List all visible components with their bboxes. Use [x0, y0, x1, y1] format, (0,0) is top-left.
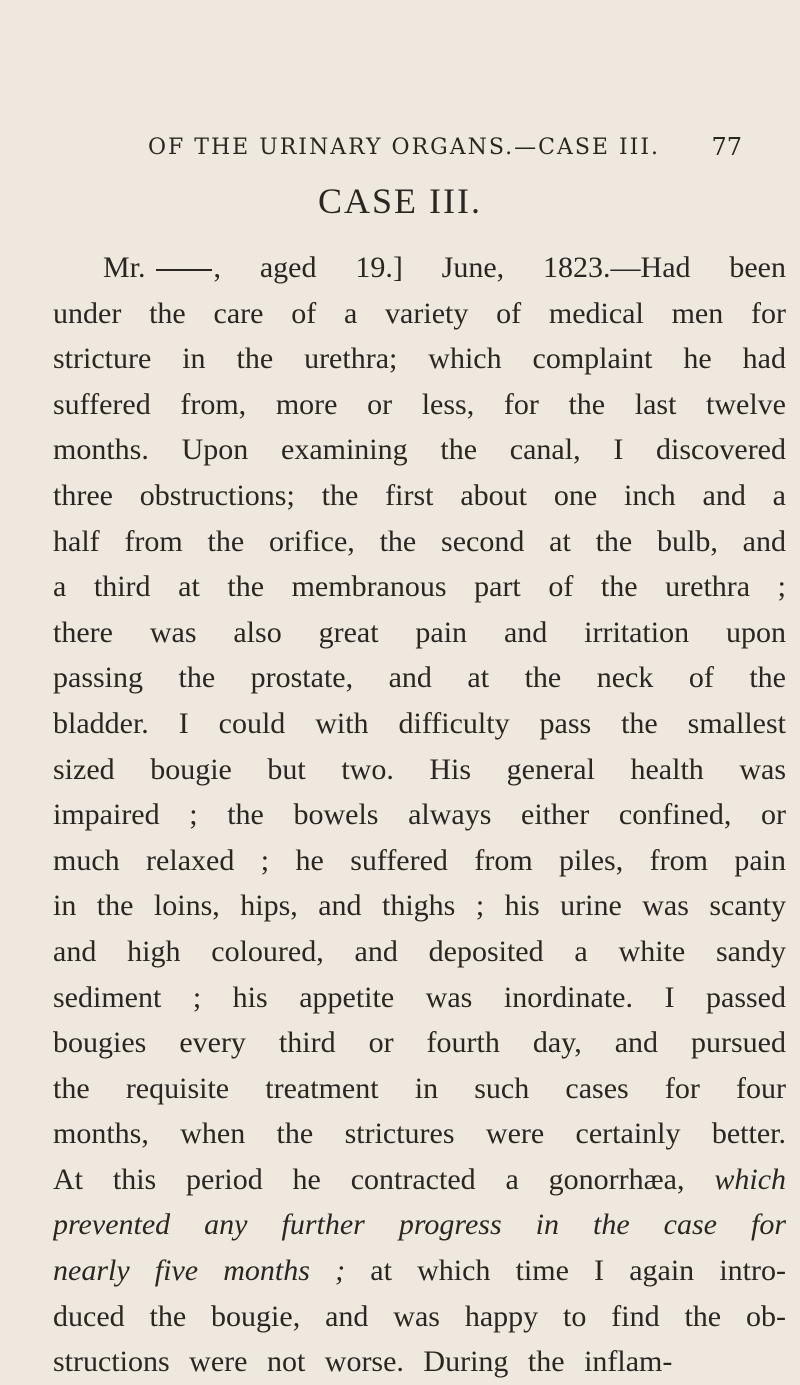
- text-line: and high coloured, and deposited a white sandy: [53, 934, 786, 968]
- name-omitted-rule: [156, 269, 212, 271]
- text-line: [53, 1202, 786, 1248]
- text-line: much relaxed ; he suffered from piles, from pain: [53, 843, 786, 877]
- text-line: a third at the membranous part of the urethra ;: [53, 570, 786, 604]
- text-line: stricture in the urethra; which complaint he had: [53, 342, 786, 376]
- text-line: months, when the strictures were certainly better.: [53, 1117, 786, 1151]
- text-line: [53, 1248, 786, 1294]
- case-heading: CASE III.: [318, 181, 482, 221]
- text-line: suffered from, more or less, for the last twelve: [53, 387, 786, 421]
- text-line: [53, 1157, 786, 1203]
- text-line: bougies every third or fourth day, and pursued: [53, 1026, 786, 1060]
- text-line: under the care of a variety of medical men for: [53, 296, 786, 330]
- text-line: half from the orifice, the second at the bulb, and: [53, 524, 786, 558]
- text-line: in the loins, hips, and thighs ; his urine was scanty: [53, 889, 786, 923]
- text-line: bladder. I could with difficulty pass the smallest: [53, 706, 786, 740]
- text-line: sediment ; his appetite was inordinate. I passed: [53, 980, 786, 1014]
- text-line: passing the prostate, and at the neck of the: [53, 661, 786, 695]
- text-line: months. Upon examining the canal, I discovered: [53, 433, 786, 467]
- text-line: [53, 245, 786, 291]
- text-line: duced the bougie, and was happy to find the ob-: [53, 1299, 786, 1333]
- body-paragraph: [53, 245, 786, 1385]
- italic-text-segment: prevented any further progress in the case for: [53, 1208, 786, 1242]
- text-line: there was also great pain and irritation upon: [53, 615, 786, 649]
- text-line: three obstructions; the first about one inch and a: [53, 478, 786, 512]
- text-line: structions were not worse. During the inflam-: [53, 1345, 673, 1379]
- text-segment: Mr.: [103, 251, 146, 284]
- text-segment: , aged 19.] June, 1823.—Had been: [213, 251, 786, 284]
- text-line: sized bougie but two. His general health was: [53, 752, 786, 786]
- text-line: impaired ; the bowels always either confined, or: [53, 798, 786, 832]
- text-line: the requisite treatment in such cases for four: [53, 1071, 786, 1105]
- text-segment: at which time I again intro-: [370, 1254, 786, 1288]
- text-segment: At this period he contracted a gonorrhæa,: [53, 1162, 685, 1196]
- running-title: OF THE URINARY ORGANS.—CASE III.: [148, 135, 661, 160]
- page-number: 77: [711, 133, 742, 161]
- italic-text-segment: nearly five months ;: [53, 1254, 346, 1288]
- italic-text-segment: which: [714, 1162, 786, 1196]
- running-head: [148, 135, 742, 167]
